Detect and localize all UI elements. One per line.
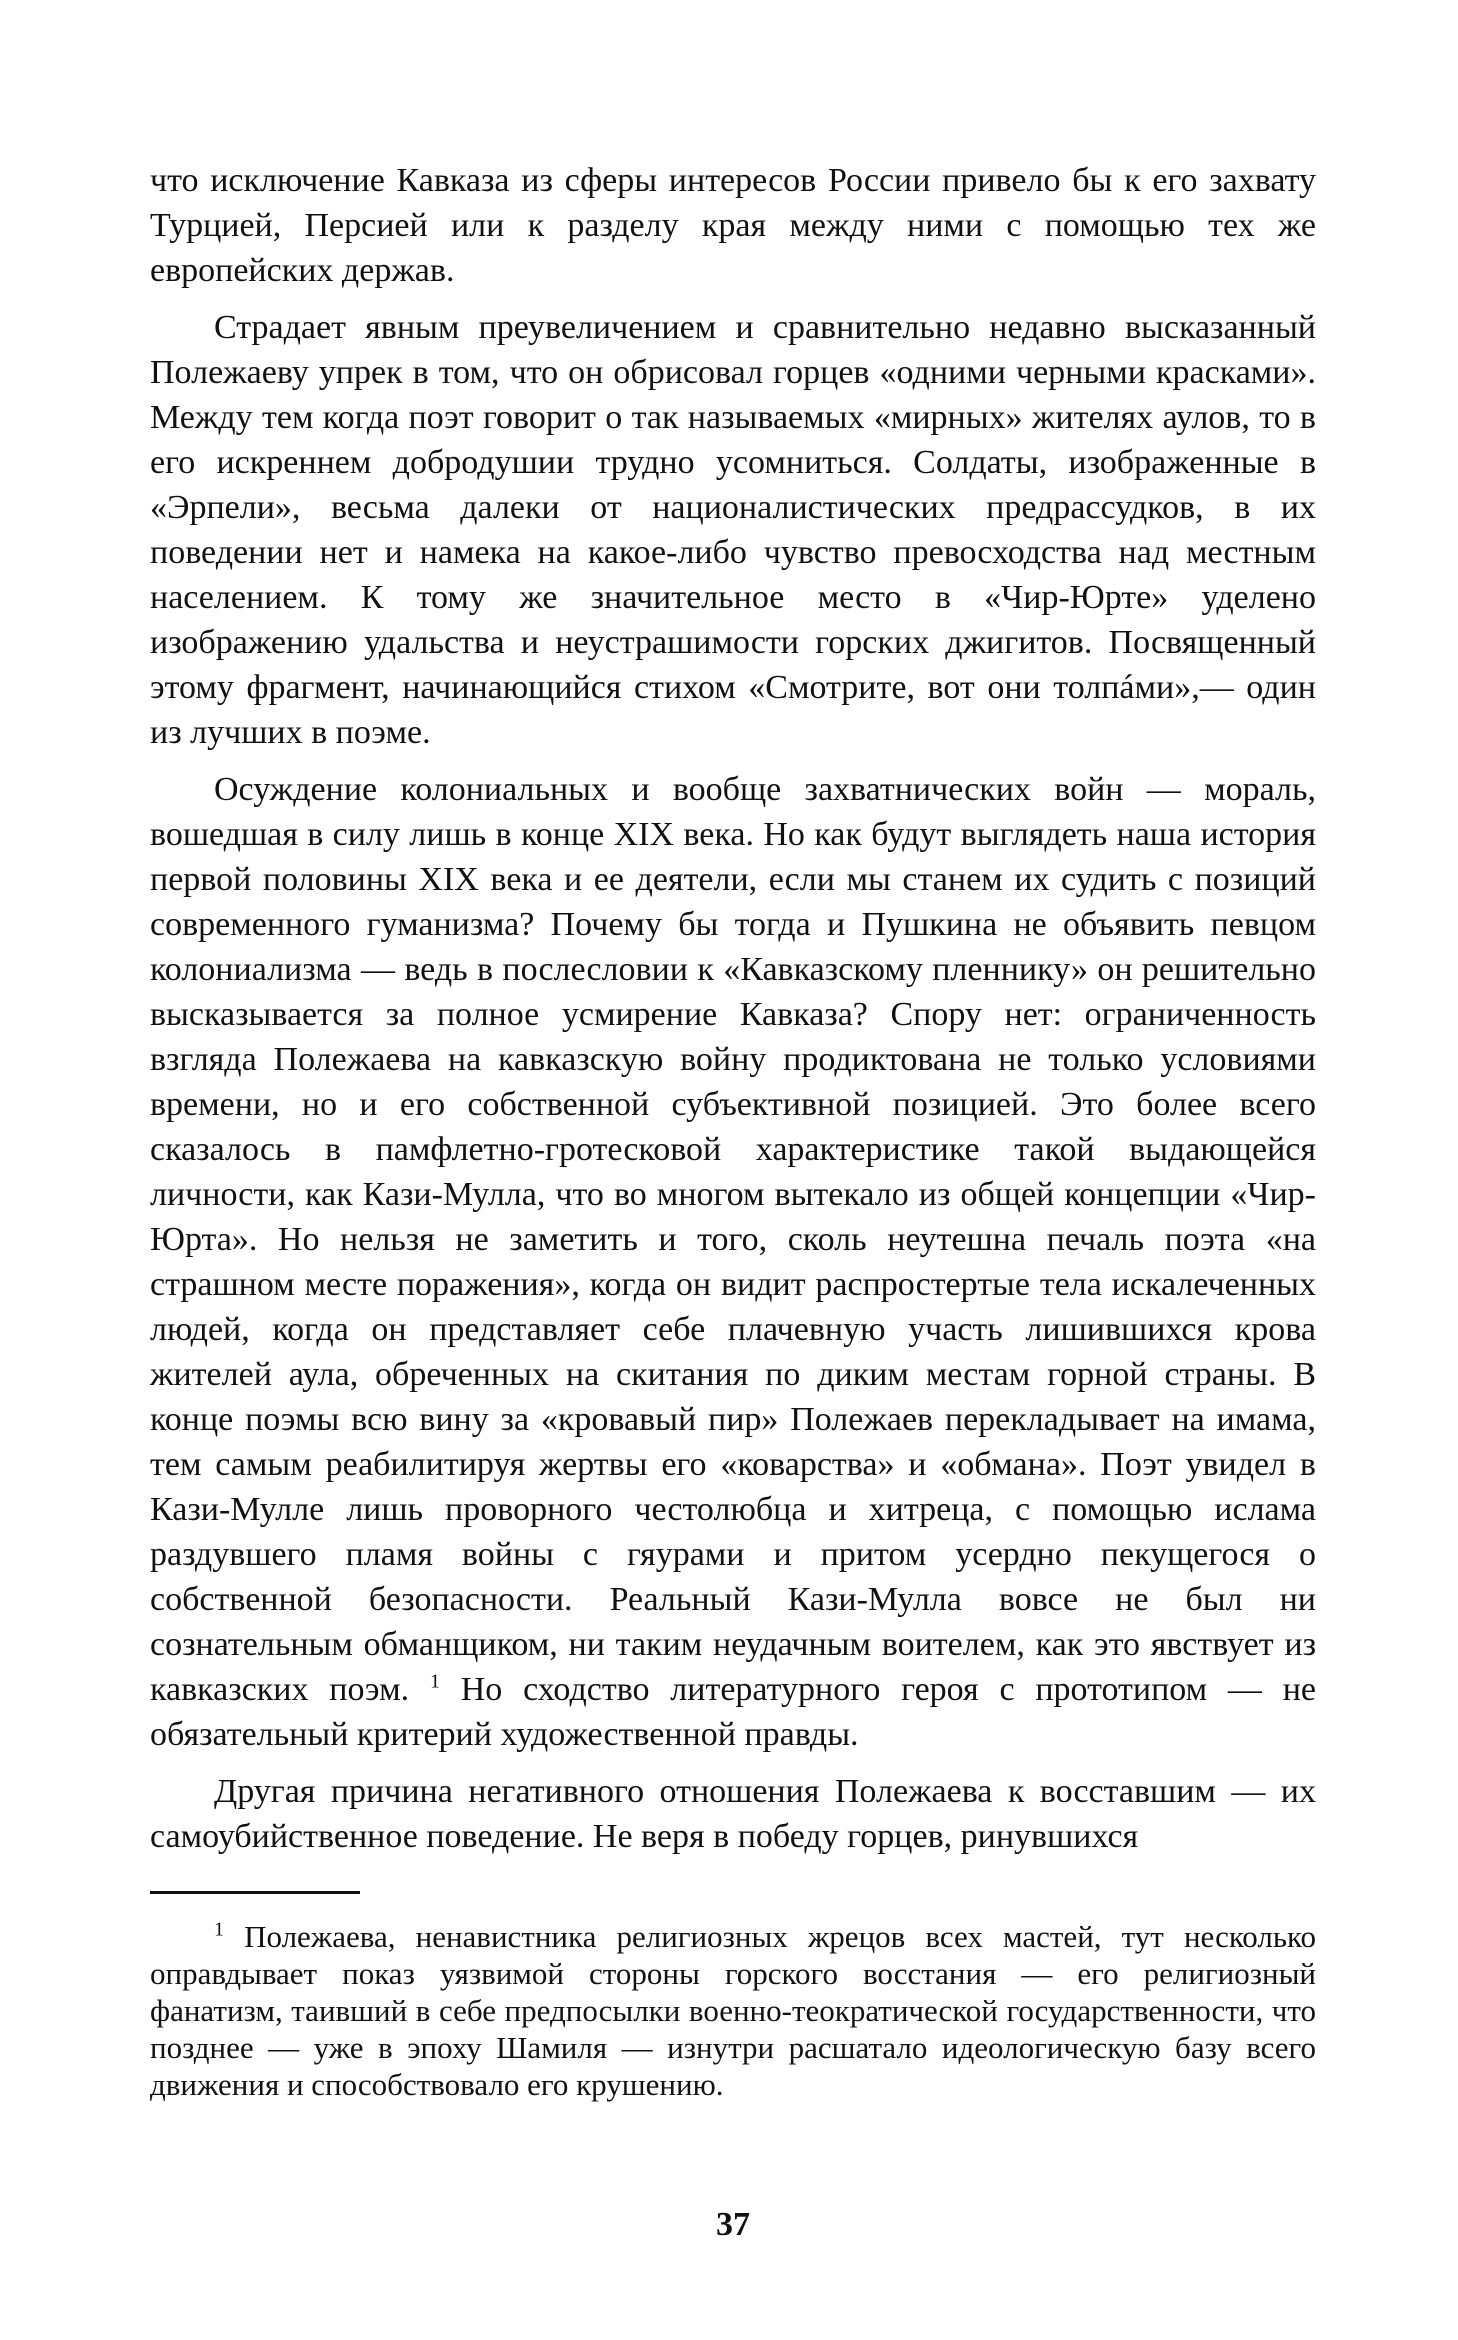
footnote-divider — [150, 1891, 360, 1894]
paragraph-4 — [150, 1769, 1316, 1859]
footnote-mark: 1 — [214, 1918, 224, 1941]
paragraph-text: что исключение Кавказа из сферы интересов России привело бы к его захвату Турцией, Персией или к разделу края между ними с помощью тех же европейских держав. — [150, 162, 1316, 289]
footnote — [150, 1918, 1316, 2103]
paragraph-text: Другая причина негативного отношения Полежаева к восставшим — их самоубийственное поведение. Не веря в победу горцев, ринувшихся — [150, 1773, 1316, 1855]
paragraph-text: Но сходство литературного героя с прототипом — не обязательный критерий художественной правды. — [150, 1671, 1316, 1753]
footnote-text: Полежаева, ненавистника религиозных жрецов всех мастей, тут несколько оправдывает показ уязвимой стороны горского восстания — его религиозный фанатизм, таивший в себе предпосылки военно-теократической государственности, что позднее — уже в эпоху Шамиля — изнутри расшатало идеологическую базу всего движения и способствовало его крушению. — [150, 1919, 1316, 2102]
book-page — [150, 158, 1316, 2268]
paragraph-1 — [150, 158, 1316, 293]
paragraph-text: Осуждение колониальных и вообще захватнических войн — мораль, вошедшая в силу лишь в конце XIX века. Но как будут выглядеть наша история первой половины XIX века и ее деятели, если мы станем их судить с позиций современного гуманизма? Почему бы тогда и Пушкина не объявить певцом колониализма — ведь в послесловии к «Кавказскому пленнику» он решительно высказывается за полное усмирение Кавказа? Спору нет: ограниченность взгляда Полежаева на кавказскую войну продиктована не только условиями времени, но и его собственной субъективной позицией. Это более всего сказалось в памфлетно-гротесковой характеристике такой выдающейся личности, как Кази-Мулла, что во многом вытекало из общей концепции «Чир-Юрта». Но нельзя не заметить и того, сколь неутешна печаль поэта «на страшном месте поражения», когда он видит распростертые тела искалеченных людей, когда он представляет себе плачевную участь лишившихся крова жителей аула, обреченных на скитания по диким местам горной страны. В конце поэмы всю вину за «кровавый пир» Полежаев перекладывает на имама, тем самым реабилитируя жертвы его «коварства» и «обмана». Поэт увидел в Кази-Мулле лишь проворного честолюбца и хитреца, с помощью ислама раздувшего пламя войны с гяурами и притом усердно пекущегося о собственной безопасности. Реальный Кази-Мулла вовсе не был ни сознательным обманщиком, ни таким неудачным воителем, как это явствует из кавказских поэм. — [150, 771, 1316, 1708]
paragraph-text: Страдает явным преувеличением и сравнительно недавно высказанный Полежаеву упрек в том, что он обрисовал горцев «одними черными красками». Между тем когда поэт говорит о так называемых «мирных» жителях аулов, то в его искреннем добродушии трудно усомниться. Солдаты, изображенные в «Эрпели», весьма далеки от националистических предрассудков, в их поведении нет и намека на какое-либо чувство превосходства над местным населением. К тому же значительное место в «Чир-Юрте» уделено изображению удальства и неустрашимости горских джигитов. Посвященный этому фрагмент, начинающийся стихом «Смотрите, вот они толпáми»,— один из лучших в поэме. — [150, 309, 1316, 751]
page-number: 37 — [716, 2206, 750, 2243]
footnote-reference[interactable]: 1 — [429, 1670, 440, 1693]
main-text — [150, 158, 1316, 1859]
footnote-paragraph — [150, 1918, 1316, 2103]
paragraph-3 — [150, 767, 1316, 1757]
paragraph-2 — [150, 305, 1316, 755]
